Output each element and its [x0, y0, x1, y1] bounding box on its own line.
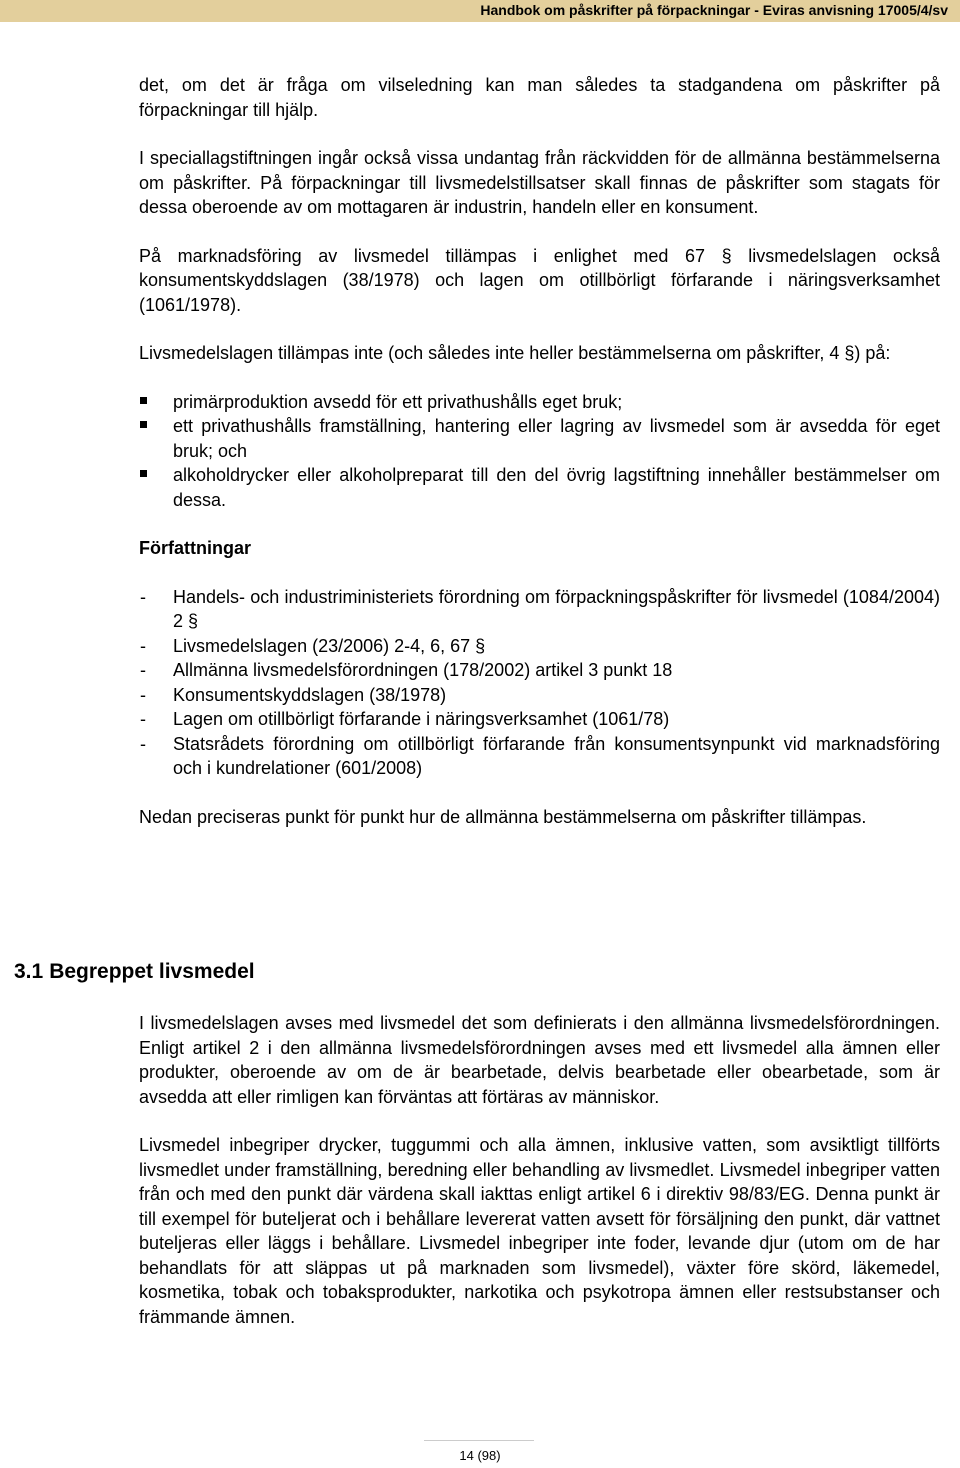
body-content-section: [139, 1011, 940, 1353]
paragraph: På marknadsföring av livsmedel tillämpas i enlighet med 67 § livsmedelslagen också konsumentskyddslagen (38/1978) och lagen om otillbörligt förfarande i näringsverksamhet (1061/1978).: [139, 245, 940, 315]
list-item: [139, 658, 940, 683]
list-item: [139, 732, 940, 781]
list-item: [139, 414, 940, 463]
list-item-text: Lagen om otillbörligt förfarande i näringsverksamhet (1061/78): [173, 709, 670, 729]
list-item-text: Handels- och industriministeriets förordning om förpackningspåskrifter för livsmedel (1084/2004) 2 §: [173, 586, 940, 631]
paragraph: I speciallagstiftningen ingår också vissa undantag från räckvidden för de allmänna bestämmelserna om påskrifter. På förpackningar till livsmedelstillsatser skall finnas de påskrifter som stagats för dessa oberoende av om mottagaren är industrin, handeln eller en konsument.: [139, 148, 940, 217]
section-title: Begreppet livsmedel: [49, 960, 255, 983]
list-item: [139, 634, 940, 659]
dash-marker: -: [140, 635, 146, 656]
list-item-text: Allmänna livsmedelsförordningen (178/2002) artikel 3 punkt 18: [173, 660, 673, 680]
list-item: [139, 707, 940, 732]
list-item-text: Konsumentskyddslagen (38/1978): [173, 684, 447, 705]
paragraph: Livsmedelslagen tillämpas inte (och således inte heller bestämmelserna om påskrifter, 4 §) på:: [139, 343, 891, 363]
list-item: [139, 390, 940, 415]
list-item-text: primärproduktion avsedd för ett privathushålls eget bruk;: [173, 391, 623, 412]
exception-list: [139, 390, 940, 513]
page-header: [0, 0, 960, 22]
statutes-list: [139, 585, 940, 781]
section-number: 3.1: [14, 960, 44, 983]
bullet-square-icon: [140, 421, 147, 428]
section-heading: [14, 958, 261, 986]
closing-paragraph: Nedan preciseras punkt för punkt hur de allmänna bestämmelserna om påskrifter tillämpas.: [139, 806, 867, 827]
paragraph: det, om det är fråga om vilseledning kan man således ta stadgandena om påskrifter på förpackningar till hjälp.: [139, 75, 940, 120]
header-title: Handbok om påskrifter på förpackningar - Eviras anvisning 17005/4/sv: [480, 2, 948, 18]
paragraph: I livsmedelslagen avses med livsmedel det som definierats i den allmänna livsmedelsförordningen. Enligt artikel 2 i den allmänna livsmedelsförordningen avses med ett livsmedel alla ämnen eller produkter, oberoende av om de är bearbetade, delvis bearbetade eller obearbetade, som är avsedda att eller rimligen kan förväntas att förtäras av människor.: [139, 1013, 940, 1107]
list-item: [139, 585, 940, 634]
dash-marker: -: [140, 733, 146, 754]
bullet-square-icon: [140, 397, 147, 404]
dash-marker: -: [140, 586, 146, 607]
list-item-text: ett privathushålls framställning, hantering eller lagring av livsmedel som är avsedda för eget bruk; och: [173, 416, 940, 461]
list-item-text: Livsmedelslagen (23/2006) 2-4, 6, 67 §: [173, 635, 486, 656]
dash-marker: -: [140, 660, 146, 680]
list-item: [139, 463, 940, 512]
paragraph: Livsmedel inbegriper drycker, tuggummi och alla ämnen, inklusive vatten, som avsiktligt tillförts livsmedlet under framställning, beredning eller behandling av livsmedlet. Livsmedel inbegriper vatten från och med den punkt där värdena skall iakttas enligt artikel 6 i direktiv 98/83/EG. Denna punkt är till exempel för buteljerat och i behållare levererat vatten avsett för försäljning den punkt, där vattnet buteljeras eller läggs i behållare. Livsmedel inbegriper inte foder, levande djur (utom om de har behandlats för att släppas ut på marknaden som livsmedel), växter före skörd, läkemedel, kosmetika, tobak och tobaksprodukter, narkotika och psykotropa ämnen eller restsubstanser och främmande ämnen.: [139, 1135, 940, 1327]
footer-divider: [424, 1440, 534, 1441]
page-number: 14 (98): [459, 1448, 501, 1463]
dash-marker: -: [140, 684, 146, 705]
list-item: [139, 683, 940, 708]
body-content-top: [139, 73, 940, 853]
list-item-text: Statsrådets förordning om otillbörligt förfarande från konsumentsynpunkt vid marknadsföring och i kundrelationer (601/2008): [173, 733, 940, 778]
statutes-heading: Författningar: [139, 538, 251, 558]
dash-marker: -: [140, 709, 146, 729]
list-item-text: alkoholdrycker eller alkoholpreparat till den del övrig lagstiftning innehåller bestämmelser om dessa.: [173, 465, 940, 510]
bullet-square-icon: [140, 470, 147, 477]
